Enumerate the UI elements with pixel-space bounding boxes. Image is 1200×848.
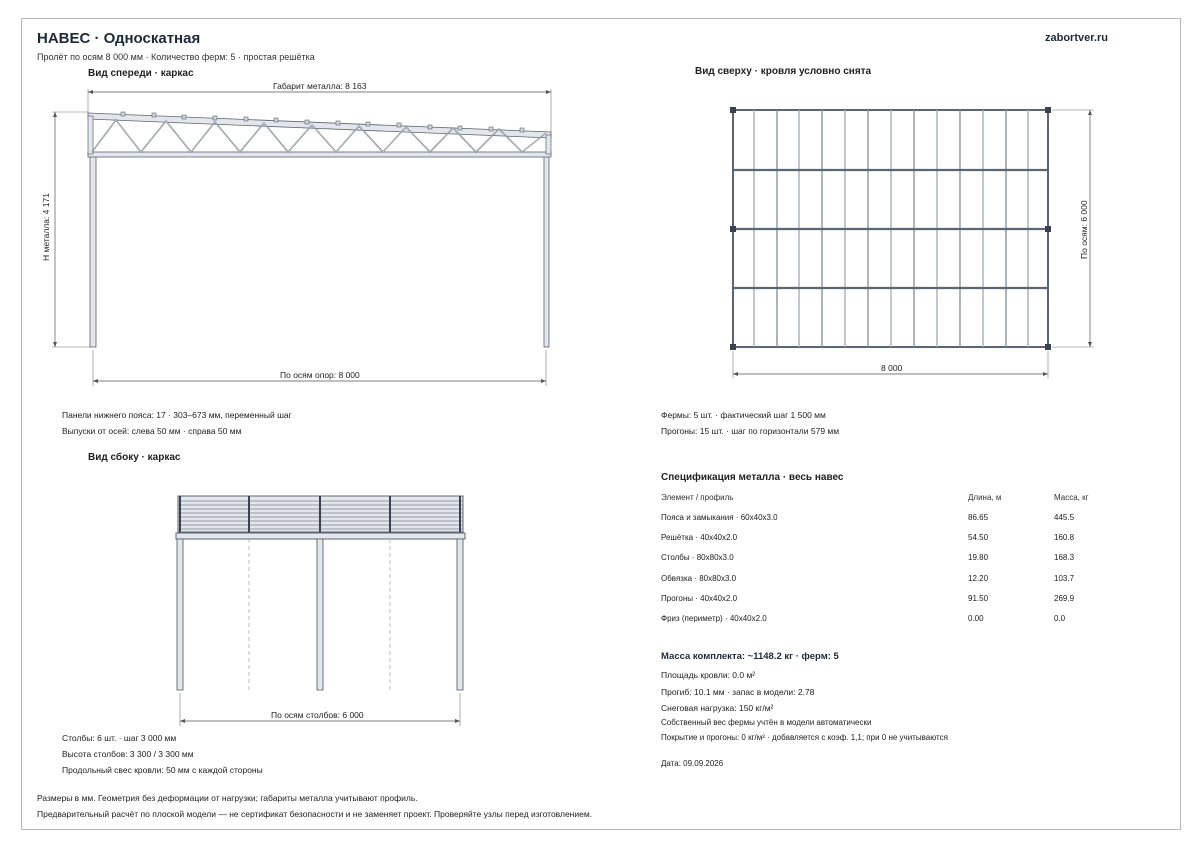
side-beam: [176, 533, 465, 539]
drawing-subtitle: Пролёт по осям 8 000 мм · Количество ферм: 5 · простая решётка: [37, 52, 315, 62]
spec-col-length: Длина, м: [968, 493, 1002, 502]
spec-row-mass: 168.3: [1054, 553, 1075, 562]
spec-row-mass: 0.0: [1054, 614, 1066, 623]
spec-row-length: 0.00: [968, 614, 984, 623]
top-view-heading: Вид сверху · кровля условно снята: [695, 66, 872, 77]
footer-disclaimer: Предварительный расчёт по плоской модели — не сертификат безопасности и не заменяет проект. Проверяйте узлы перед изготовлением.: [37, 809, 593, 819]
side-post-middle: [317, 539, 323, 690]
top-dim-bottom-label: 8 000: [878, 363, 905, 373]
front-note-overhangs: Выпуски от осей: слева 50 мм · справа 50 мм: [62, 426, 242, 436]
side-view-frame: [176, 496, 465, 726]
spec-col-mass: Масса, кг: [1054, 493, 1089, 502]
drawing-date: Дата: 09.09.2026: [661, 759, 724, 768]
spec-title: Спецификация металла · весь навес: [661, 472, 844, 483]
front-view-heading: Вид спереди · каркас: [88, 68, 194, 79]
spec-row-length: 54.50: [968, 533, 989, 542]
spec-row-mass: 269.9: [1054, 594, 1075, 603]
spec-col-element: Элемент / профиль: [661, 493, 734, 502]
spec-row-name: Обвязка · 80x80x3.0: [661, 574, 737, 583]
drawing-title: НАВЕС · Односкатная: [37, 30, 201, 47]
spec-row-mass: 103.7: [1054, 574, 1075, 583]
covering-note: Покрытие и прогоны: 0 кг/м² · добавляется с коэф. 1,1; при 0 не учитываются: [661, 733, 948, 742]
spec-row-name: Пояса и замыкания · 60x40x3.0: [661, 513, 778, 522]
self-weight-note: Собственный вес фермы учтён в модели автоматически: [661, 718, 872, 727]
side-note-heights: Высота столбов: 3 300 / 3 300 мм: [62, 749, 194, 759]
kit-mass: Масса комплекта: ~1148.2 кг · ферм: 5: [661, 651, 839, 662]
roof-area: Площадь кровли: 0.0 м²: [661, 670, 756, 680]
spec-row-length: 12.20: [968, 574, 989, 583]
side-view-heading: Вид сбоку · каркас: [88, 452, 181, 463]
top-dim-right-label: По осям: 6 000: [1079, 197, 1089, 262]
front-view-frame: [52, 89, 551, 386]
spec-row-name: Фриз (периметр) · 40x40x2.0: [661, 614, 767, 623]
front-dim-top-label: Габарит металла: 8 163: [270, 81, 369, 91]
spec-row-length: 91.50: [968, 594, 989, 603]
front-dim-bottom-label: По осям опор: 8 000: [277, 370, 363, 380]
spec-row-name: Столбы · 80x80x3.0: [661, 553, 734, 562]
top-note-purlins: Прогоны: 15 шт. · шаг по горизонтали 579 мм: [661, 426, 840, 436]
front-post-right: [544, 155, 549, 347]
spec-row-name: Решётка · 40x40x2.0: [661, 533, 738, 542]
top-view-frame: [730, 107, 1094, 378]
front-dim-left-label: Н металла: 4 171: [41, 190, 51, 264]
site-link[interactable]: zabortver.ru: [1045, 32, 1108, 44]
top-note-trusses: Фермы: 5 шт. · фактический шаг 1 500 мм: [661, 410, 826, 420]
front-post-left: [90, 155, 96, 347]
deflection: Прогиб: 10.1 мм · запас в модели: 2.78: [661, 687, 815, 697]
side-note-posts: Столбы: 6 шт. · шаг 3 000 мм: [62, 733, 177, 743]
spec-row-mass: 160.8: [1054, 533, 1075, 542]
snow-load: Снеговая нагрузка: 150 кг/м²: [661, 703, 774, 713]
side-post-left: [177, 539, 183, 690]
spec-row-length: 19.80: [968, 553, 989, 562]
spec-row-length: 86.65: [968, 513, 989, 522]
footer-units-note: Размеры в мм. Геометрия без деформации от нагрузки; габариты металла учитывают профиль.: [37, 793, 418, 803]
side-post-right: [457, 539, 463, 690]
front-note-panels: Панели нижнего пояса: 17 · 303–673 мм, переменный шаг: [62, 410, 292, 420]
front-bottom-chord: [88, 152, 551, 157]
side-note-overhang: Продольный свес кровли: 50 мм с каждой стороны: [62, 765, 263, 775]
side-dim-bottom-label: По осям столбов: 6 000: [268, 710, 367, 720]
spec-row-name: Прогоны · 40x40x2.0: [661, 594, 738, 603]
spec-row-mass: 445.5: [1054, 513, 1075, 522]
